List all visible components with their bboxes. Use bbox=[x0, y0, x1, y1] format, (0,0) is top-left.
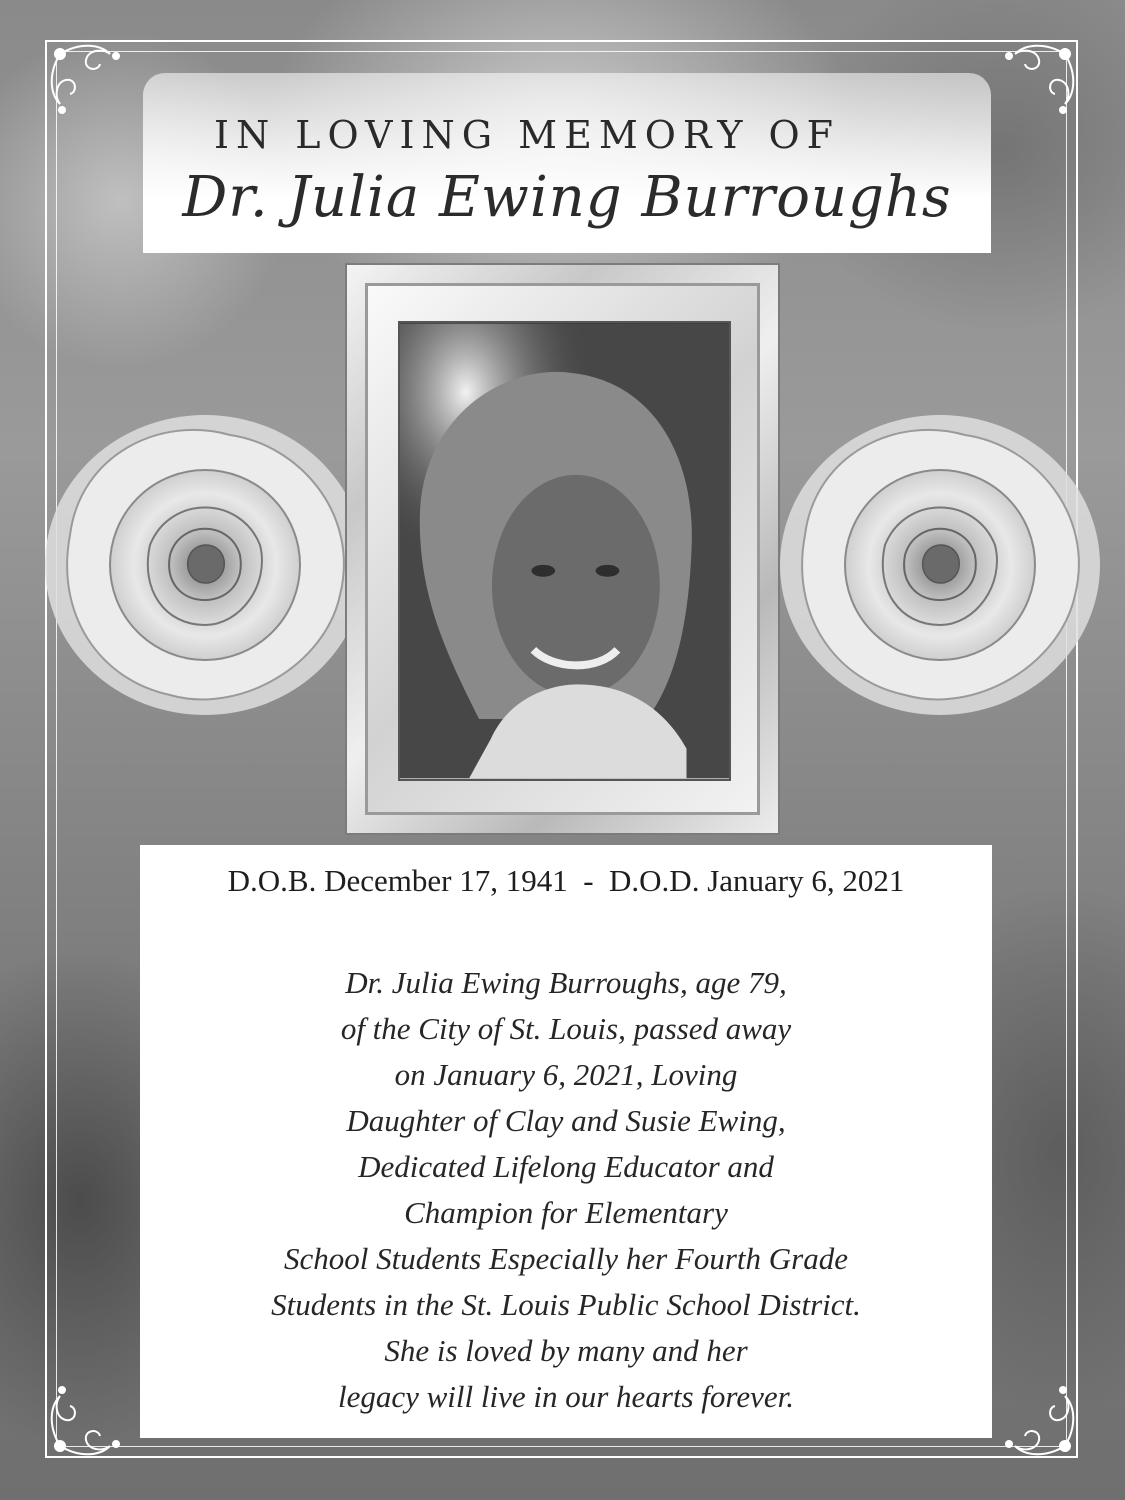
obituary-line: legacy will live in our hearts forever. bbox=[337, 1379, 794, 1414]
corner-flourish-icon bbox=[995, 1376, 1085, 1466]
dob-value: December 17, 1941 bbox=[324, 863, 568, 898]
dob-label: D.O.B. bbox=[227, 863, 317, 898]
rose-icon bbox=[40, 395, 370, 725]
dod-label: D.O.D. bbox=[609, 863, 700, 898]
corner-flourish-icon bbox=[40, 1376, 130, 1466]
date-separator: - bbox=[583, 863, 594, 898]
obituary-text bbox=[140, 960, 992, 1420]
corner-flourish-icon bbox=[40, 34, 130, 124]
obituary-line: School Students Especially her Fourth Grade bbox=[284, 1241, 848, 1276]
obituary-line: of the City of St. Louis, passed away bbox=[340, 1011, 792, 1046]
obituary-line: She is loved by many and her bbox=[384, 1333, 748, 1368]
memorial-heading: IN LOVING MEMORY OF bbox=[213, 113, 841, 157]
obituary-line: on January 6, 2021, Loving bbox=[394, 1057, 738, 1092]
obituary-line: Dedicated Lifelong Educator and bbox=[358, 1149, 774, 1184]
life-dates bbox=[140, 863, 992, 899]
obituary-line: Dr. Julia Ewing Burroughs, age 79, bbox=[345, 965, 787, 1000]
portrait-photo bbox=[398, 321, 731, 781]
obituary-line: Daughter of Clay and Susie Ewing, bbox=[346, 1103, 786, 1138]
obituary-line: Champion for Elementary bbox=[404, 1195, 728, 1230]
rose-icon bbox=[775, 395, 1105, 725]
portrait-frame bbox=[345, 263, 780, 835]
header-panel bbox=[143, 73, 991, 253]
obituary-line: Students in the St. Louis Public School District. bbox=[271, 1287, 861, 1322]
obituary-panel bbox=[140, 845, 992, 1438]
deceased-name: Dr. Julia Ewing Burroughs bbox=[182, 165, 952, 230]
portrait-icon bbox=[400, 323, 729, 779]
corner-flourish-icon bbox=[995, 34, 1085, 124]
dod-value: January 6, 2021 bbox=[707, 863, 905, 898]
